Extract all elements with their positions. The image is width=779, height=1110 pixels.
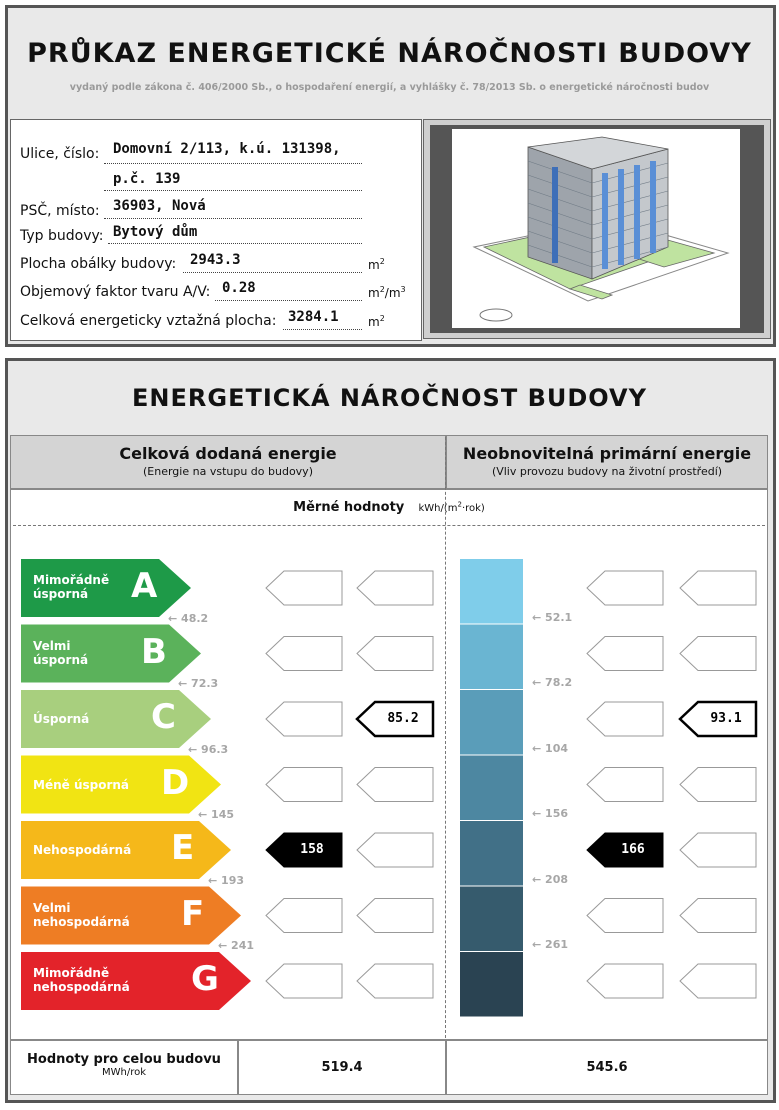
- left-actual-slot-g: [266, 964, 342, 998]
- left-threshold-3: ← 96.3: [188, 742, 229, 756]
- primary-scale-block-a: [460, 559, 523, 624]
- class-label-f: Velmi nehospodárná: [33, 900, 130, 929]
- left-threshold-2: ← 72.3: [178, 677, 219, 690]
- primary-scale-block-d: [460, 756, 523, 821]
- ref-area-value: 3284.1: [288, 309, 339, 325]
- left-reference-slot-b: [357, 637, 433, 671]
- street-value-2: p.č. 139: [113, 171, 181, 187]
- left-reference-slot-a: [357, 571, 433, 605]
- right-reference-slot-g: [680, 964, 756, 998]
- class-letter-e: E: [171, 828, 195, 868]
- right-threshold-1: ← 52.1: [532, 610, 573, 624]
- primary-scale-block-e: [460, 821, 523, 886]
- right-threshold-3: ← 104: [532, 741, 569, 755]
- certificate-subtitle: vydaný podle zákona č. 406/2000 Sb., o hospodaření energií, a vyhlášky č. 78/2013 Sb. o energetické náročnosti budov: [69, 82, 710, 93]
- street-label: Ulice, číslo:: [20, 146, 100, 162]
- right-reference-marker-value: 93.1: [710, 711, 742, 726]
- left-reference-slot-g: [357, 964, 433, 998]
- left-threshold-5: ← 193: [208, 873, 245, 887]
- class-label-d: Méně úsporná: [33, 777, 130, 792]
- primary-scale-block-c: [460, 690, 523, 755]
- left-actual-slot-a: [266, 571, 342, 605]
- right-actual-slot-b: [587, 637, 663, 671]
- footer-total-delivered: 519.4: [321, 1060, 363, 1075]
- class-letter-d: D: [161, 762, 190, 803]
- right-threshold-4: ← 156: [532, 807, 569, 820]
- footer-label: [10, 1052, 238, 1078]
- right-actual-marker-value: 166: [621, 842, 645, 857]
- primary-scale-block-f: [460, 887, 523, 952]
- class-label-g: Mimořádně nehospodárná: [33, 966, 130, 994]
- street-value: Domovní 2/113, k.ú. 131398,: [113, 141, 341, 157]
- factor-unit: $m^2/m^3$: [368, 285, 406, 300]
- class-label-a: Mimořádně úsporná: [33, 573, 110, 601]
- type-value: Bytový dům: [113, 224, 198, 240]
- class-letter-c: C: [151, 697, 176, 737]
- right-reference-slot-a: [680, 571, 756, 605]
- right-threshold-2: ← 78.2: [532, 676, 573, 689]
- psc-label: PSČ, místo:: [20, 203, 100, 219]
- class-letter-f: F: [181, 893, 205, 934]
- left-reference-slot-f: [357, 899, 433, 933]
- class-letter-g: G: [191, 959, 219, 999]
- factor-label: Objemový faktor tvaru A/V:: [20, 284, 211, 300]
- primary-scale-block-b: [460, 625, 523, 690]
- class-label-c: Úsporná: [33, 712, 90, 726]
- section-title: ENERGETICKÁ NÁROČNOST BUDOVY: [132, 384, 647, 412]
- left-actual-slot-b: [266, 637, 342, 671]
- area-label: Plocha obálky budovy:: [20, 256, 177, 272]
- right-reference-slot-b: [680, 637, 756, 671]
- certificate-title: PRŮKAZ ENERGETICKÉ NÁROČNOSTI BUDOVY: [27, 38, 752, 69]
- right-actual-slot-g: [587, 964, 663, 998]
- left-actual-slot-c: [266, 702, 342, 736]
- right-reference-slot-d: [680, 768, 756, 802]
- right-column-subtitle: (Vliv provozu budovy na životní prostředí): [491, 465, 723, 478]
- right-actual-slot-a: [587, 571, 663, 605]
- right-threshold-6: ← 261: [532, 938, 569, 951]
- class-label-e: Nehospodárná: [33, 843, 132, 857]
- footer-total-primary: 545.6: [586, 1060, 628, 1075]
- primary-scale-block-g: [460, 952, 523, 1017]
- type-label: Typ budovy:: [20, 228, 104, 244]
- right-column-title: Neobnovitelná primární energie: [462, 444, 752, 463]
- ref-area-label: Celková energeticky vztažná plocha:: [20, 313, 277, 329]
- left-threshold-6: ← 241: [218, 939, 255, 952]
- class-label-b: Velmi úsporná: [33, 638, 89, 667]
- class-letter-a: A: [131, 566, 158, 606]
- right-reference-slot-e: [680, 833, 756, 867]
- left-reference-slot-d: [357, 768, 433, 802]
- specific-values-label: Měrné hodnoty: [293, 500, 405, 515]
- left-actual-marker-value: 158: [300, 842, 324, 857]
- left-actual-slot-d: [266, 768, 342, 802]
- right-actual-slot-f: [587, 899, 663, 933]
- right-actual-slot-d: [587, 768, 663, 802]
- right-actual-slot-c: [587, 702, 663, 736]
- left-column-title: Celková dodaná energie: [119, 444, 337, 463]
- factor-value: 0.28: [222, 280, 256, 296]
- ref-area-unit: $m^2$: [368, 314, 385, 329]
- left-reference-marker-value: 85.2: [387, 711, 419, 726]
- right-reference-slot-f: [680, 899, 756, 933]
- footer-label-text: Hodnoty pro celou budovu: [27, 1052, 221, 1067]
- right-threshold-5: ← 208: [532, 872, 569, 886]
- class-letter-b: B: [141, 631, 167, 672]
- left-reference-slot-e: [357, 833, 433, 867]
- area-value: 2943.3: [190, 252, 241, 268]
- footer-unit: MWh/rok: [101, 1067, 147, 1078]
- left-actual-slot-f: [266, 899, 342, 933]
- left-threshold-1: ← 48.2: [168, 611, 209, 625]
- area-unit: $m^2$: [368, 257, 385, 272]
- specific-values-unit: kWh/$(m^2\cdot rok)$: [418, 500, 485, 514]
- left-column-subtitle: (Energie na vstupu do budovy): [143, 465, 313, 478]
- left-threshold-4: ← 145: [198, 808, 235, 821]
- psc-value: 36903, Nová: [113, 198, 206, 214]
